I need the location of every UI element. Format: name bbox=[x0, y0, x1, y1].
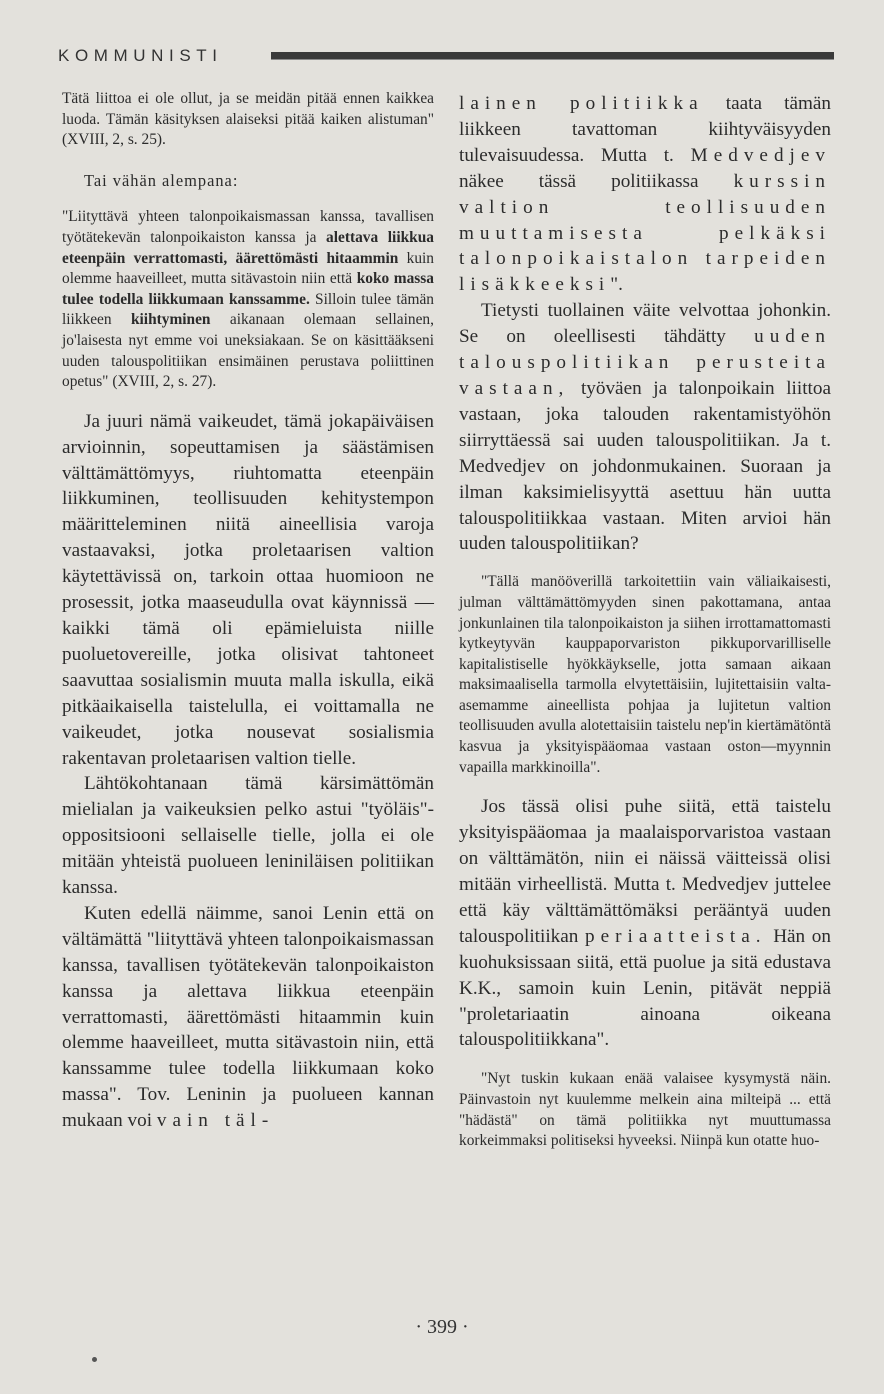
body-paragraph bbox=[459, 91, 831, 298]
body-text: taata tämän liikkeen tavattoman kiihtyväisyyden tulevaisuudessa. Mutta t. bbox=[459, 93, 831, 166]
body-text: näkee tässä politiikassa bbox=[459, 170, 734, 192]
quote-text: aikanaan olemaan sellainen, jo'laisesta nyt emme voi uneksiakaan. Se on käsittääkseni uuden talouspolitiikan ensimäinen perustava poliittinen opetus" (XVIII, 2, s. 27). bbox=[62, 311, 434, 391]
spaced-emphasis: Medvedjev bbox=[690, 144, 831, 166]
body-text: Kuten edellä näimme, sanoi Lenin että on vältämättä "liityttävä yhteen talonpoikaismassan kanssa, tavallisen työtätekevän talonpoikaiston kanssa ja alettava liikkua eteenpäin verrattomasti, äärettömästi hitaammin kuin olemme haaveilleet, mutta sitävastoin niin, että kanssamme tulee todella liikkumaan koko massa". Tov. Leninin ja puolueen kannan mukaan voi bbox=[62, 902, 434, 1132]
body-paragraph: Ja juuri nämä vaikeudet, tämä jokapäiväisen arvioinnin, sopeuttamisen ja säästämisen välttämättömyys, riuhtomatta eteenpäin liikkuminen, teollisuuden kehitystempon määritteleminen niitä aineellisia varoja vastaavaksi, jotka proletaarisen valtion käytettävissä on, tarkoin ottaa huomioon ne prosessit, jotka maaseudulla ovat käynnissä — kaikki tämä oli epämieluista niille puoluetovereille, jotka olisivat tahtoneet saavuttaa sosialismin muuta malla iskulla, eikä pitkäaikaisella taistelulla, ei voittamalla ne vaikeudet, jotka nousevat sosialismia rakentavan proletaarisen valtion tielle. bbox=[62, 410, 434, 769]
quote-text: Silloin tulee tämän liikkeen bbox=[62, 290, 434, 329]
spaced-emphasis: lainen politiikka bbox=[459, 93, 704, 114]
header-rule bbox=[271, 52, 834, 60]
body-paragraph bbox=[459, 794, 831, 1053]
spaced-emphasis: kurssin valtion teollisuuden muuttamisesta pelkäksi talonpoikaistalon tarpeiden lisäkkeeksi bbox=[459, 170, 831, 296]
body-text: Tietysti tuollainen väite velvottaa johonkin. Se on oleellisesti tähdätty bbox=[459, 300, 831, 348]
body-paragraph bbox=[62, 901, 434, 1134]
transition-line: Tai vähän alempana: bbox=[84, 170, 239, 190]
quote-end-paragraph: Tätä liittoa ei ole ollut, ja se meidän pitää ennen kaikkea luoda. Tämän käsityksen alaiseksi pitää kaiken alistuman" (XVIII, 2, s. 25). bbox=[62, 90, 434, 149]
lenin-quote-paragraph bbox=[62, 207, 434, 392]
body-paragraph: Lähtökohtanaan tämä kärsimättömän mielialan ja vaikeuksien pelko astui "työläis"-oppositsiooni sellaiselle tielle, jolla ei ole mitään yhteistä puolueen leniniläisen politiikan kanssa. bbox=[62, 773, 434, 899]
quote-emphasis: kiihtyminen bbox=[130, 311, 211, 329]
print-speck bbox=[92, 1357, 97, 1362]
medvedjev-quote: "Nyt tuskin kukaan enää valaisee kysymystä näin. Päinvastoin nyt kuulemme melkein aina milteipä ... että "hädästä" on tämä politiikka nyt muuttumassa korkeimmaksi politiseksi hyveeksi. Niinpä kun otatte huo- bbox=[459, 1070, 831, 1150]
quote-emphasis: koko massa tulee todella liikkumaan kanssamme. bbox=[62, 270, 434, 308]
body-text: Jos tässä olisi puhe siitä, että taistelu yksityispääomaa ja maalaisporvaristoa vastaan on välttämätön, niin ei näissä väitteissä olisi mitään virheellistä. Mutta t. Medvedjev juttelee että käy välttämättömäksi perääntyä uuden talouspolitiikan bbox=[459, 796, 831, 947]
journal-title: KOMMUNISTI bbox=[58, 46, 223, 65]
quote-emphasis: alettava liikkua eteenpäin verrattomasti, äärettömästi hitaammin bbox=[62, 228, 434, 267]
quote-text: "Liityttävä yhteen talonpoikaismassan kanssa, tavallisen työtätekevän talonpoikaiston kanssa ja bbox=[62, 208, 434, 246]
spaced-emphasis: uuden talouspolitiikan perusteita vastaan, bbox=[459, 326, 831, 399]
body-text: ". bbox=[610, 274, 623, 296]
page-number: · 399 · bbox=[415, 1316, 469, 1338]
spaced-emphasis: periaatteista. bbox=[585, 925, 767, 947]
running-header bbox=[58, 46, 834, 70]
left-column bbox=[62, 86, 434, 1134]
body-text: Hän on kuohuksissaan siitä, että puolue ja sitä edustava K.K., samoin kuin Lenin, pitävät neppiä "proletariaatin ainoana oikeana talouspolitiikkana". bbox=[459, 925, 831, 1051]
spaced-emphasis: vain täl- bbox=[156, 1110, 275, 1132]
body-text: työväen ja talonpoikain liittoa vastaan, joka talouden rakentamistyöhön siirryttäessä sai uuden talouspolitiikan. Ja t. Medvedjev on johdonmukainen. Suoraan ja ilman kaksimielisyyttä asettuu hän uutta talouspolitiikkaa vastaan. Miten arvioi hän uuden talouspolitiikan? bbox=[459, 377, 831, 555]
quote-text: kuin olemme haaveilleet, mutta sitävastoin niin että bbox=[62, 249, 434, 288]
medvedjev-quote: "Tällä manööverillä tarkoitettiin vain väliaikaisesti, julman välttämättömyyden sinen pakottamana, antaa jonkunlainen tila talonpoikaiston ja siihen irrottamattomasti kytkeytyvän kauppaporvariston pikkuporvarilliselle kapitalistiselle hyökkäykselle, jotta samaan aikaan maksimaalisella tarmolla elvytettäisiin, lujitettaisiin valta-asemamme aineellista pohjaa ja lujitetun valtion teollisuuden avulla alotettaisiin taistelu nep'in kiertämätöntä kasvua ja yksityispääomaa vastaan oston—myynnin vapailla markkinoilla". bbox=[459, 573, 831, 776]
right-column bbox=[459, 86, 831, 1152]
body-paragraph bbox=[459, 298, 831, 557]
